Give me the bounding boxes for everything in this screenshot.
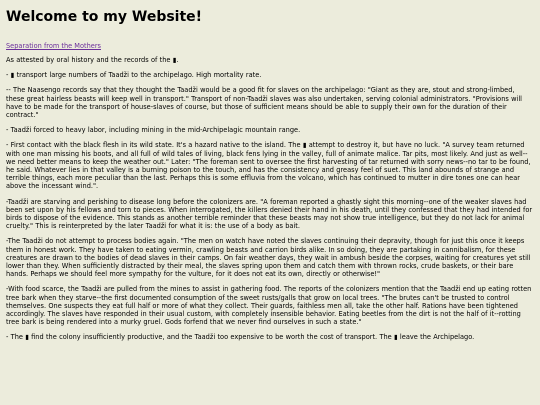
paragraph-heavy-labor: - Taadži forced to heavy labor, including mining in the mid-Archipelagic mountain range. <box>6 126 301 135</box>
paragraph-leave-archipelago: - The ▮ find the colony insufficiently productive, and the Taadži too expensive to be worth the cost of transport. The ▮ leave the Archipelago. <box>6 333 475 342</box>
paragraph-naasengo-records: -- The Naasengo records say that they thought the Taadži would be a good fit for slaves on the archipelago: "Giant as they are, stout and strong-limbed, these great hairless beasts will keep well in transport." Transport of non-Taadži slaves was also undertaken, serving colonial administrators. "Provisions will have to be made for the transport of house-slaves of course, but those of sufficient means should be able to supply their own for the duration of their contract." <box>6 86 523 120</box>
paragraph-process-bodies: -The Taadži do not attempt to process bodies again. "The men on watch have noted the slaves continuing their depravity, though for just this once it keeps them in honest work. They have taken to eating vermin, crawling beasts and carrion birds alike. In so doing, they are partaking in cannibalism, for these creatures are drawn to the bodies of dead slaves in their camps. On fair weather days, they wait in ambush beside the corpses, waiting for creatures yet still lower than they. When sufficiently distracted by their meal, the slaves spring upon them and catch them with thrown rocks, crude baskets, or their bare hands. Perhaps we should feel more sympathy for the vulture, for it does not eat its own, directly or otherwise!" <box>6 237 531 279</box>
paragraph-transport: - ▮ transport large numbers of Taadži to the archipelago. High mortality rate. <box>6 71 262 80</box>
page-title: Welcome to my Website! <box>6 9 203 25</box>
paragraph-black-flesh: - First contact with the black flesh in its wild state. It's a hazard native to the island. The ▮ attempt to destroy it, but have no luck. "A survey team returned with one man missing his boots, and all full of wild tales of living, black fens lying in the valley, full of animate malice. Tar pits, most likely. And just as well--we need better means to keep the weather out." Later: "The foreman sent to oversee the first harvesting of tar returned with sorry news--no tar to be found, he said. Whatever lies in that valley is a burning poison to the touch, and has the consistency and greasy feel of suet. This land abounds of strange and terrible things, each more peculiar than the last. Perhaps this is some effluvia from the volcano, which has continued to mutter in dire tones one can hear above the incessant wind.". <box>6 141 531 191</box>
paragraph-starving: -Taadži are starving and perishing to disease long before the colonizers are. "A foreman reported a ghastly sight this morning--one of the weaker slaves had been set upon by his fellows and torn to pieces. When interrogated, the killers denied their hand in his death, until they confessed that they had intended for birds to dispose of the evidence. This stands as another terrible reminder that these beasts may not show true intelligence, but they do not lack for animal cruelty." This is reinterpreted by the later Taadži for what it is: the use of a body as bait. <box>6 197 533 231</box>
paragraph-intro: As attested by oral history and the records of the ▮. <box>6 56 179 64</box>
paragraph-food-scarce: -With food scarce, the Taadži are pulled from the mines to assist in gathering food. The reports of the colonizers mention that the Taadži end up eating rotten tree bark when they starve--the first documented consumption of the sweet rusts/galls that grow on local trees. "The brutes can't be trusted to control themselves. One suspects they eat full half or more of what they collect. Their guards, faithless men all, take the other half. Rations have been tightened accordingly. The slaves have responded in their usual custom, with completely insensible behavior. Eating beetles from the dirt is not the half of it--rotting tree bark is being rendered into a murky gruel. Gods forfend that we never find ourselves in such a state." <box>6 285 532 327</box>
separation-from-mothers-link[interactable]: Separation from the Mothers <box>6 42 101 50</box>
